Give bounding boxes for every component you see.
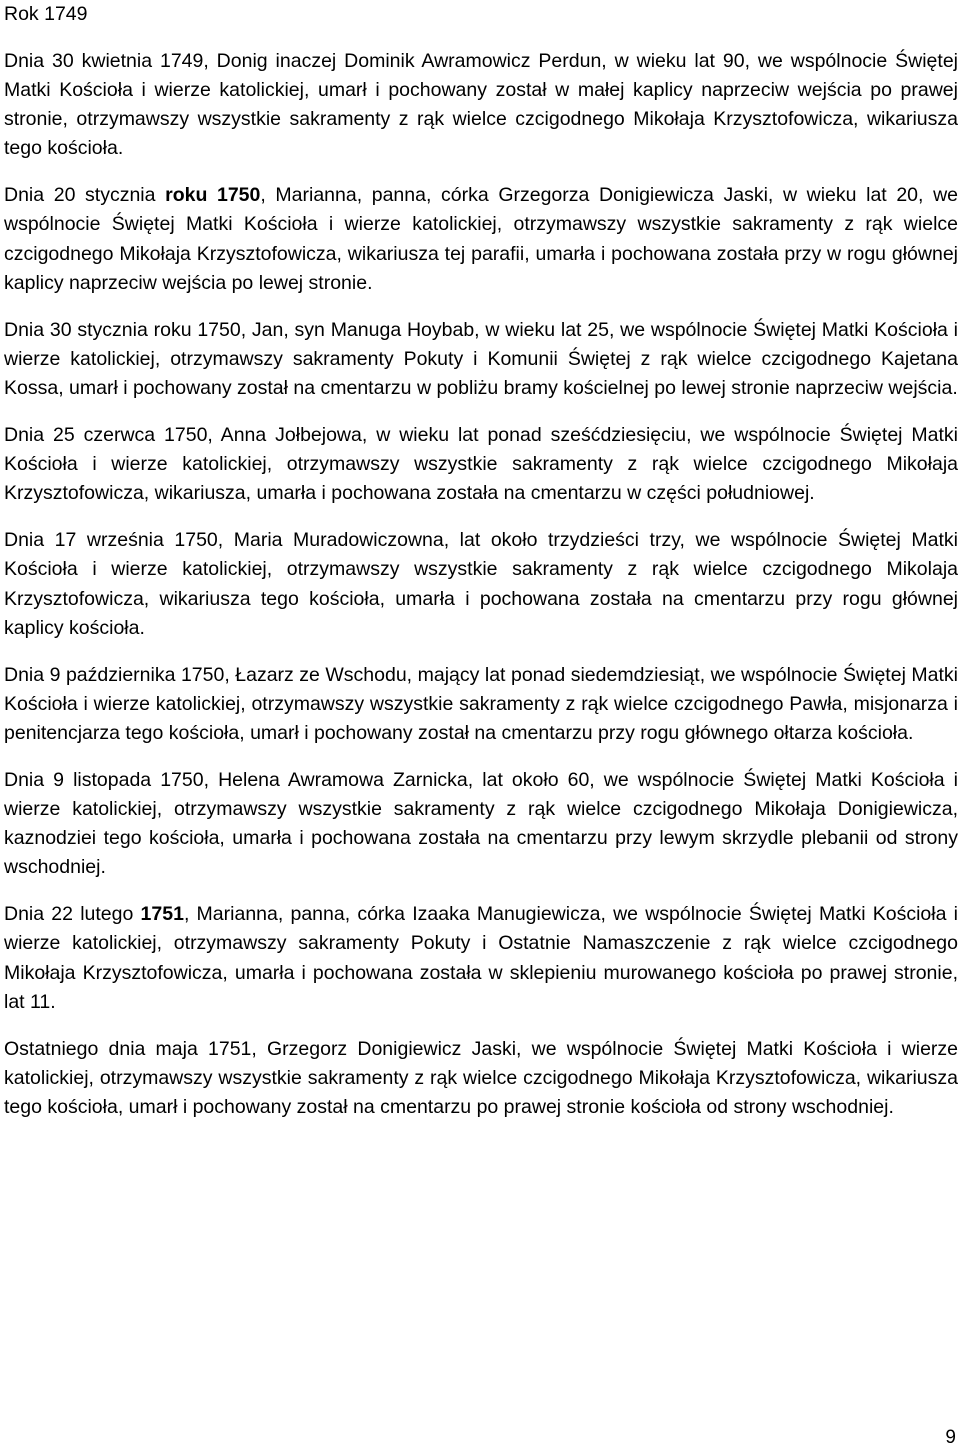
- record-entry-9: Ostatniego dnia maja 1751, Grzegorz Donigiewicz Jaski, we wspólnocie Świętej Matki Kościoła i wierze katolickiej, otrzymawszy wszystkie sakramenty z rąk wielce czcigodnego Mikołaja Krzysztofowicza, wikariusza tego kościoła, umarł i pochowany został na cmentarzu po prawej stronie kościoła od strony wschodniej.: [4, 1037, 958, 1118]
- record-entry-8-pre: Dnia 22 lutego: [4, 903, 141, 926]
- document-page: [4, 0, 958, 1122]
- record-entry-8-year: 1751: [140, 903, 184, 926]
- year-heading: Rok 1749: [4, 3, 88, 25]
- record-entry-7: Dnia 9 listopada 1750, Helena Awramowa Zarnicka, lat około 60, we wspólnocie Świętej Matki Kościoła i wierze katolickiej, otrzymawszy wszystkie sakramenty z rąk wielce czcigodnego Mikołaja Donigiewicza, kaznodziei tego kościoła, umarła i pochowana została na cmentarzu przy lewym skrzydle plebanii od strony wschodniej.: [4, 768, 958, 879]
- record-entry-1: Dnia 30 kwietnia 1749, Donig inaczej Dominik Awramowicz Perdun, w wieku lat 90, we wspólnocie Świętej Matki Kościoła i wierze katolickiej, umarł i pochowany został w małej kaplicy naprzeciw wejścia po prawej stronie, otrzymawszy wszystkie sakramenty z rąk wielce czcigodnego Mikołaja Krzysztofowicza, wikariusza tego kościoła.: [4, 50, 958, 160]
- record-entry-8: [4, 900, 958, 1016]
- record-entry-6: Dnia 9 października 1750, Łazarz ze Wschodu, mający lat ponad siedemdziesiąt, we wspólnocie Świętej Matki Kościoła i wierze katolickiej, otrzymawszy wszystkie sakramenty z rąk wielce czcigodnego Pawła, misjonarza i penitencjarza tego kościoła, umarł i pochowany został na cmentarzu przy rogu głównego ołtarza kościoła.: [4, 663, 958, 744]
- record-entry-5: Dnia 17 września 1750, Maria Muradowiczowna, lat około trzydzieści trzy, we wspólnocie Świętej Matki Kościoła i wierze katolickiej, otrzymawszy wszystkie sakramenty z rąk wielce czcigodnego Mikolaja Krzysztofowicza, wikariusza tego kościoła, umarła i pochowana została na cmentarzu przy rogu głównej kaplicy kościoła.: [4, 529, 958, 639]
- record-entry-2-year: roku 1750: [165, 184, 261, 207]
- record-entry-3: Dnia 30 stycznia roku 1750, Jan, syn Manuga Hoybab, w wieku lat 25, we wspólnocie Świętej Matki Kościoła i wierze katolickiej, otrzymawszy sakramenty Pokuty i Komunii Świętej z rąk wielce czcigodnego Kajetana Kossa, umarł i pochowany został na cmentarzu w pobliżu bramy kościelnej po lewej stronie naprzeciw wejścia.: [4, 318, 958, 399]
- record-entry-2-pre: Dnia 20 stycznia: [4, 184, 166, 207]
- record-entry-2-post: , Marianna, panna, córka Grzegorza Donigiewicza Jaski, w wieku lat 20, we wspólnocie Świętej Matki Kościoła i wierze katolickiej, otrzymawszy wszystkie sakramenty z rąk wielce czcigodnego Mikołaja Krzysztofowicza, wikariusza tej parafii, umarła i pochowana została przy w rogu głównej kaplicy naprzeciw wejścia po lewej stronie.: [4, 184, 958, 294]
- record-entry-8-post: , Marianna, panna, córka Izaaka Manugiewicza, we wspólnocie Świętej Matki Kościoła i wierze katolickiej, otrzymawszy sakramenty Pokuty i Ostatnie Namaszczenie z rąk wielce czcigodnego Mikołaja Krzysztofowicza, umarła i pochowana została w sklepieniu murowanego kościoła po prawej stronie, lat 11.: [4, 903, 958, 1013]
- record-entry-2: [4, 181, 958, 297]
- record-entry-4: Dnia 25 czerwca 1750, Anna Jołbejowa, w wieku lat ponad sześćdziesięciu, we wspólnocie Świętej Matki Kościoła i wierze katolickiej, otrzymawszy wszystkie sakramenty z rąk wielce czcigodnego Mikołaja Krzysztofowicza, wikariusza, umarła i pochowana została na cmentarzu w części południowej.: [4, 424, 958, 505]
- page-number: 9: [945, 1427, 956, 1448]
